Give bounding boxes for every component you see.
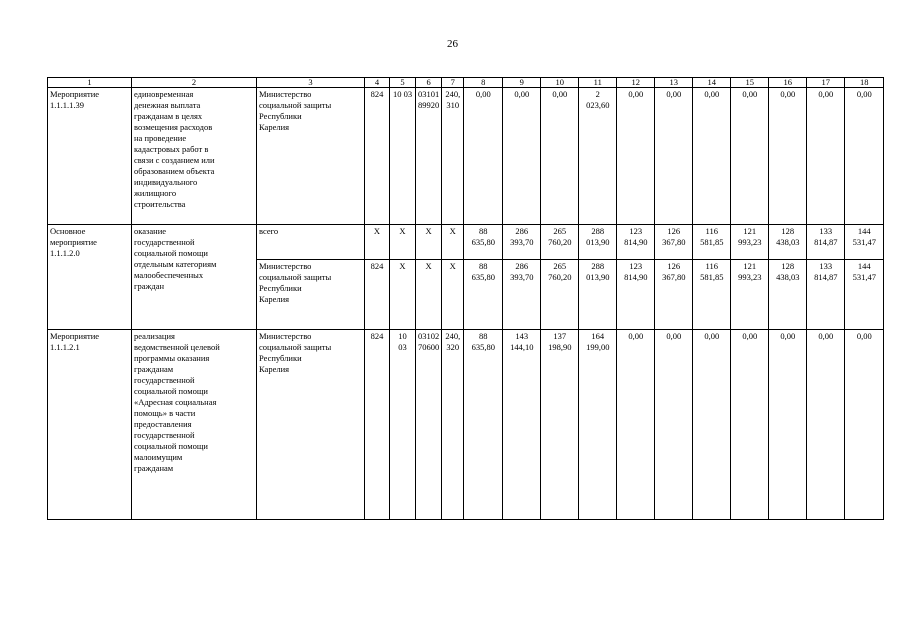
cell-col6: 03102 70600 [416, 330, 442, 520]
activity-code: Основное мероприятие 1.1.1.2.0 [48, 225, 132, 330]
value-cell: 126 367,80 [655, 225, 693, 260]
value-cell: 144 531,47 [845, 225, 884, 260]
value-cell: 137 198,90 [541, 330, 579, 520]
value-cell: 126 367,80 [655, 260, 693, 330]
value-cell: 88 635,80 [464, 330, 503, 520]
value-cell: 0,00 [845, 88, 884, 225]
value-cell: 0,00 [464, 88, 503, 225]
header-cell: 18 [845, 78, 884, 88]
value-cell: 0,00 [541, 88, 579, 225]
value-cell: 144 531,47 [845, 260, 884, 330]
value-cell: 88 635,80 [464, 225, 503, 260]
column-number-row [48, 78, 884, 88]
executor-cell: Министерство социальной защиты Республики Карелия [257, 260, 365, 330]
value-cell: 0,00 [693, 88, 731, 225]
activity-description: единовременная денежная выплата гражданам в целях возмещения расходов на проведение кадастровых работ в связи с созданием или образованием объекта индивидуального жилищного строительства [132, 88, 257, 225]
executor-cell: Министерство социальной защиты Республики Карелия [257, 330, 365, 520]
value-cell: 121 993,23 [731, 260, 769, 330]
value-cell: 265 760,20 [541, 260, 579, 330]
cell-col6: Х [416, 260, 442, 330]
value-cell: 0,00 [845, 330, 884, 520]
value-cell: 143 144,10 [503, 330, 541, 520]
value-cell: 121 993,23 [731, 225, 769, 260]
header-cell: 1 [48, 78, 132, 88]
value-cell: 288 013,90 [579, 260, 617, 330]
header-cell: 8 [464, 78, 503, 88]
cell-col6: 03101 89920 [416, 88, 442, 225]
value-cell: 123 814,90 [617, 225, 655, 260]
cell-col5: Х [390, 260, 416, 330]
executor-cell: Министерство социальной защиты Республики Карелия [257, 88, 365, 225]
value-cell: 0,00 [807, 330, 845, 520]
page-number: 26 [447, 38, 458, 50]
value-cell: 164 199,00 [579, 330, 617, 520]
cell-col5: 10 03 [390, 88, 416, 225]
table-row [48, 330, 884, 520]
table-row [48, 225, 884, 260]
value-cell: 0,00 [693, 330, 731, 520]
activity-code: Мероприятие 1.1.1.1.39 [48, 88, 132, 225]
value-cell: 0,00 [617, 330, 655, 520]
value-cell: 128 438,03 [769, 225, 807, 260]
value-cell: 286 393,70 [503, 225, 541, 260]
header-cell: 3 [257, 78, 365, 88]
value-cell: 123 814,90 [617, 260, 655, 330]
header-cell: 15 [731, 78, 769, 88]
cell-col7: Х [442, 260, 464, 330]
header-cell: 11 [579, 78, 617, 88]
value-cell: 0,00 [731, 88, 769, 225]
value-cell: 0,00 [617, 88, 655, 225]
value-cell: 0,00 [769, 330, 807, 520]
value-cell: 0,00 [655, 330, 693, 520]
header-cell: 7 [442, 78, 464, 88]
value-cell: 133 814,87 [807, 225, 845, 260]
budget-table [47, 77, 884, 520]
header-cell: 13 [655, 78, 693, 88]
executor-cell: всего [257, 225, 365, 260]
value-cell: 0,00 [769, 88, 807, 225]
header-cell: 6 [416, 78, 442, 88]
activity-description: оказание государственной социальной помощи отдельным категориям малообеспеченных граждан [132, 225, 257, 330]
header-cell: 9 [503, 78, 541, 88]
value-cell: 265 760,20 [541, 225, 579, 260]
value-cell: 116 581,85 [693, 260, 731, 330]
value-cell: 2 023,60 [579, 88, 617, 225]
header-cell: 4 [365, 78, 390, 88]
activity-description: реализация ведомственной целевой программы оказания гражданам государственной социальной помощи «Адресная социальная помощь» в части предоставления государственной социальной помощи малоимущим гражданам [132, 330, 257, 520]
cell-col4: 824 [365, 88, 390, 225]
header-cell: 12 [617, 78, 655, 88]
value-cell: 0,00 [503, 88, 541, 225]
value-cell: 128 438,03 [769, 260, 807, 330]
value-cell: 0,00 [807, 88, 845, 225]
header-cell: 10 [541, 78, 579, 88]
cell-col4: 824 [365, 330, 390, 520]
value-cell: 116 581,85 [693, 225, 731, 260]
header-cell: 5 [390, 78, 416, 88]
cell-col5: Х [390, 225, 416, 260]
cell-col6: Х [416, 225, 442, 260]
cell-col5: 10 03 [390, 330, 416, 520]
value-cell: 133 814,87 [807, 260, 845, 330]
value-cell: 88 635,80 [464, 260, 503, 330]
cell-col4: 824 [365, 260, 390, 330]
header-cell: 16 [769, 78, 807, 88]
cell-col7: Х [442, 225, 464, 260]
cell-col7: 240, 320 [442, 330, 464, 520]
cell-col7: 240, 310 [442, 88, 464, 225]
value-cell: 0,00 [655, 88, 693, 225]
header-cell: 2 [132, 78, 257, 88]
header-cell: 17 [807, 78, 845, 88]
cell-col4: Х [365, 225, 390, 260]
value-cell: 288 013,90 [579, 225, 617, 260]
value-cell: 286 393,70 [503, 260, 541, 330]
value-cell: 0,00 [731, 330, 769, 520]
activity-code: Мероприятие 1.1.1.2.1 [48, 330, 132, 520]
table-row [48, 88, 884, 225]
header-cell: 14 [693, 78, 731, 88]
